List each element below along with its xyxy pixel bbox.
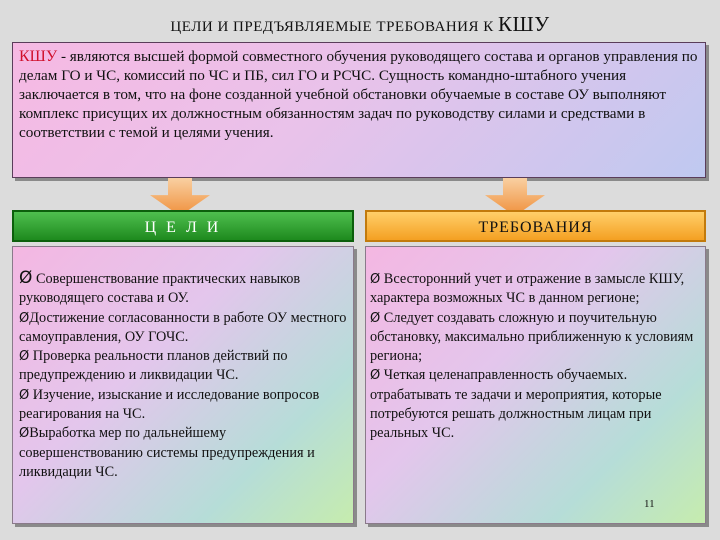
goals-item bbox=[19, 424, 347, 482]
requirements-item-text: Следует создавать сложную и поучительную обстановку, максимально приближенную к условиям региона; bbox=[370, 309, 694, 365]
goals-header-label: Ц Е Л И bbox=[144, 219, 222, 236]
goals-item-text: Выработка мер по дальнейшему совершенствованию системы предупреждения и ликвидации ЧС. bbox=[19, 425, 315, 480]
bullet-arrow-icon: Ø bbox=[19, 310, 30, 326]
slide-title bbox=[0, 12, 720, 37]
requirements-header bbox=[365, 210, 706, 242]
requirements-header-label: ТРЕБОВАНИЯ bbox=[478, 219, 593, 236]
goals-item-text: Изучение, изыскание и исследование вопросов реагирования на ЧС. bbox=[19, 386, 320, 423]
slide-title-text: ЦЕЛИ И ПРЕДЪЯВЛЯЕМЫЕ ТРЕБОВАНИЯ К bbox=[170, 19, 494, 35]
goals-item bbox=[19, 309, 347, 348]
goals-item bbox=[19, 386, 347, 425]
bullet-arrow-icon: Ø bbox=[370, 272, 381, 287]
requirements-item-text: Всесторонний учет и отражение в замысле КШУ, характера возможных ЧС в данном регионе; bbox=[370, 271, 685, 307]
goals-item-text: Достижение согласованности в работе ОУ местного самоуправления, ОУ ГОЧС. bbox=[19, 309, 347, 345]
page-number: 11 bbox=[644, 498, 655, 510]
requirements-item bbox=[370, 270, 699, 309]
bullet-arrow-icon: Ø bbox=[370, 368, 381, 384]
definition-abbr: КШУ bbox=[19, 48, 58, 65]
goals-item bbox=[19, 347, 347, 386]
requirements-item bbox=[370, 366, 699, 443]
bullet-arrow-icon: Ø bbox=[19, 387, 30, 403]
goals-header bbox=[12, 210, 354, 242]
bullet-arrow-icon: Ø bbox=[19, 268, 33, 288]
definition-text: - являются высшей формой совместного обучения руководящего состава и органов управления по делам ГО и ЧС, комиссий по ЧС и ПБ, сил ГО и РСЧС. Сущность командно-штабного учения заключается в том, что на фоне созданной учебной обстановки обучаемые в составе ОУ выполняют комплекс присущих их должностным обязанностям задач по руководству силами и средствами в соответствии с темой и целями учения. bbox=[19, 48, 698, 141]
goals-list bbox=[12, 246, 354, 524]
bullet-arrow-icon: Ø bbox=[370, 310, 381, 326]
bullet-arrow-icon: Ø bbox=[19, 426, 30, 442]
requirements-item-text: Четкая целенаправленность обучаемых. отрабатывать те задачи и мероприятия, которые потребуются решать должностным лицам при реальных ЧС. bbox=[370, 367, 662, 442]
goals-item-text: Совершенствование практических навыков руководящего состава и ОУ. bbox=[19, 271, 301, 307]
definition-box bbox=[12, 42, 706, 178]
bullet-arrow-icon: Ø bbox=[19, 349, 30, 365]
goals-item-text: Проверка реальности планов действий по предупреждению и ликвидации ЧС. bbox=[19, 348, 288, 384]
requirements-item bbox=[370, 309, 699, 367]
slide-title-abbr: КШУ bbox=[498, 12, 550, 36]
goals-item bbox=[19, 269, 347, 309]
requirements-list bbox=[365, 246, 706, 524]
